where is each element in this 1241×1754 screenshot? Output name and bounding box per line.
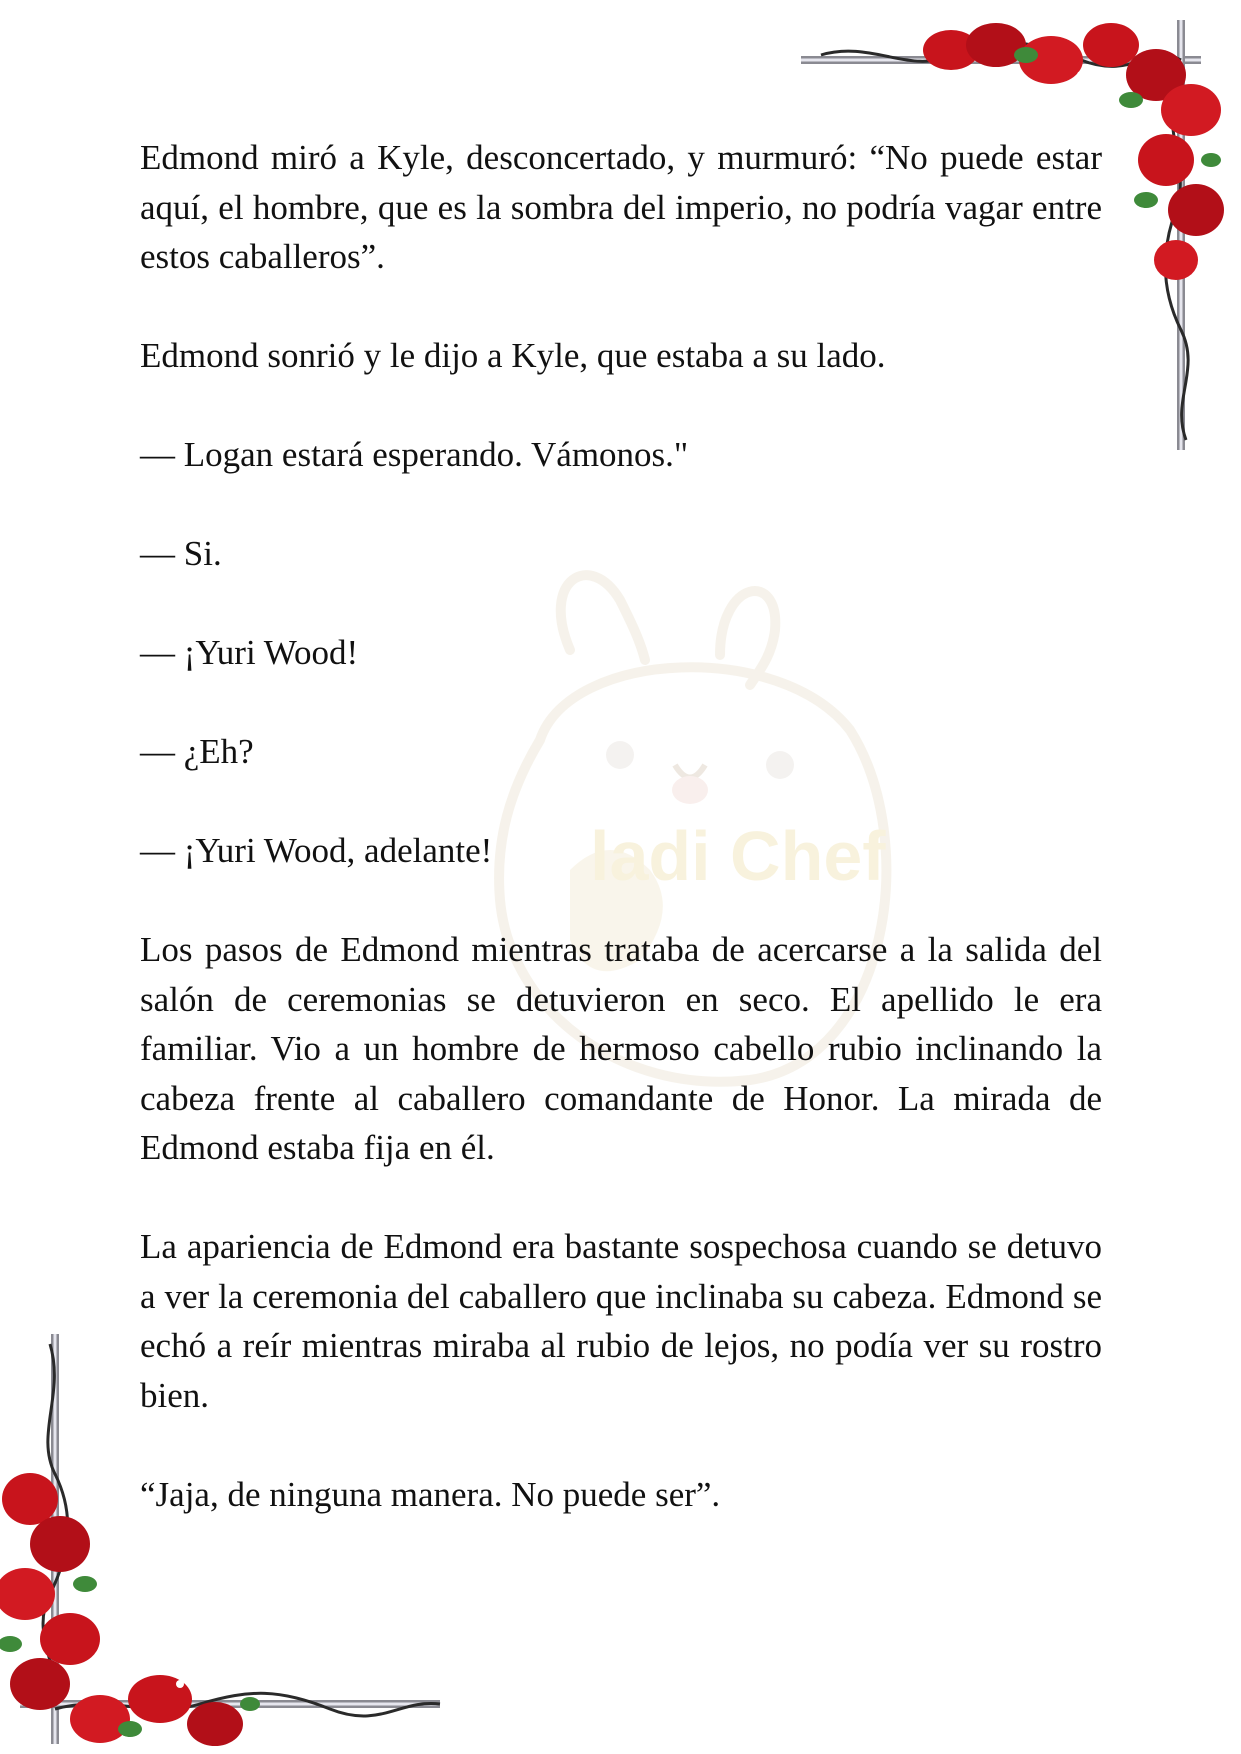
dialogue-line: — ¡Yuri Wood, adelante!	[140, 831, 493, 870]
dialogue-line: — Si.	[140, 534, 222, 573]
paragraph: Los pasos de Edmond mientras trataba de acercarse a la salida del salón de ceremonias se detuvieron en seco. El apellido le era familiar. Vio a un hombre de hermoso cabello rubio inclinando la cabeza frente al caballero comandante de Honor. La mirada de Edmond estaba fija en él.	[140, 930, 1102, 1167]
dialogue-line: — ¿Eh?	[140, 732, 254, 771]
dialogue-line: — ¡Yuri Wood!	[140, 633, 359, 672]
dialogue-line: — Logan estará esperando. Vámonos."	[140, 435, 689, 474]
svg-text:ladi Chef: ladi Chef	[590, 817, 886, 895]
document-body	[140, 133, 1102, 1569]
paragraph: Edmond miró a Kyle, desconcertado, y murmuró: “No puede estar aquí, el hombre, que es la sombra del imperio, no podría vagar entre estos caballeros”.	[140, 138, 1102, 276]
paragraph: La apariencia de Edmond era bastante sospechosa cuando se detuvo a ver la ceremonia del caballero que inclinaba su cabeza. Edmond se echó a reír mientras miraba al rubio de lejos, no podía ver su rostro bien.	[140, 1227, 1102, 1415]
paragraph: “Jaja, de ninguna manera. No puede ser”.	[140, 1474, 721, 1514]
paragraph: Edmond sonrió y le dijo a Kyle, que estaba a su lado.	[140, 336, 886, 375]
